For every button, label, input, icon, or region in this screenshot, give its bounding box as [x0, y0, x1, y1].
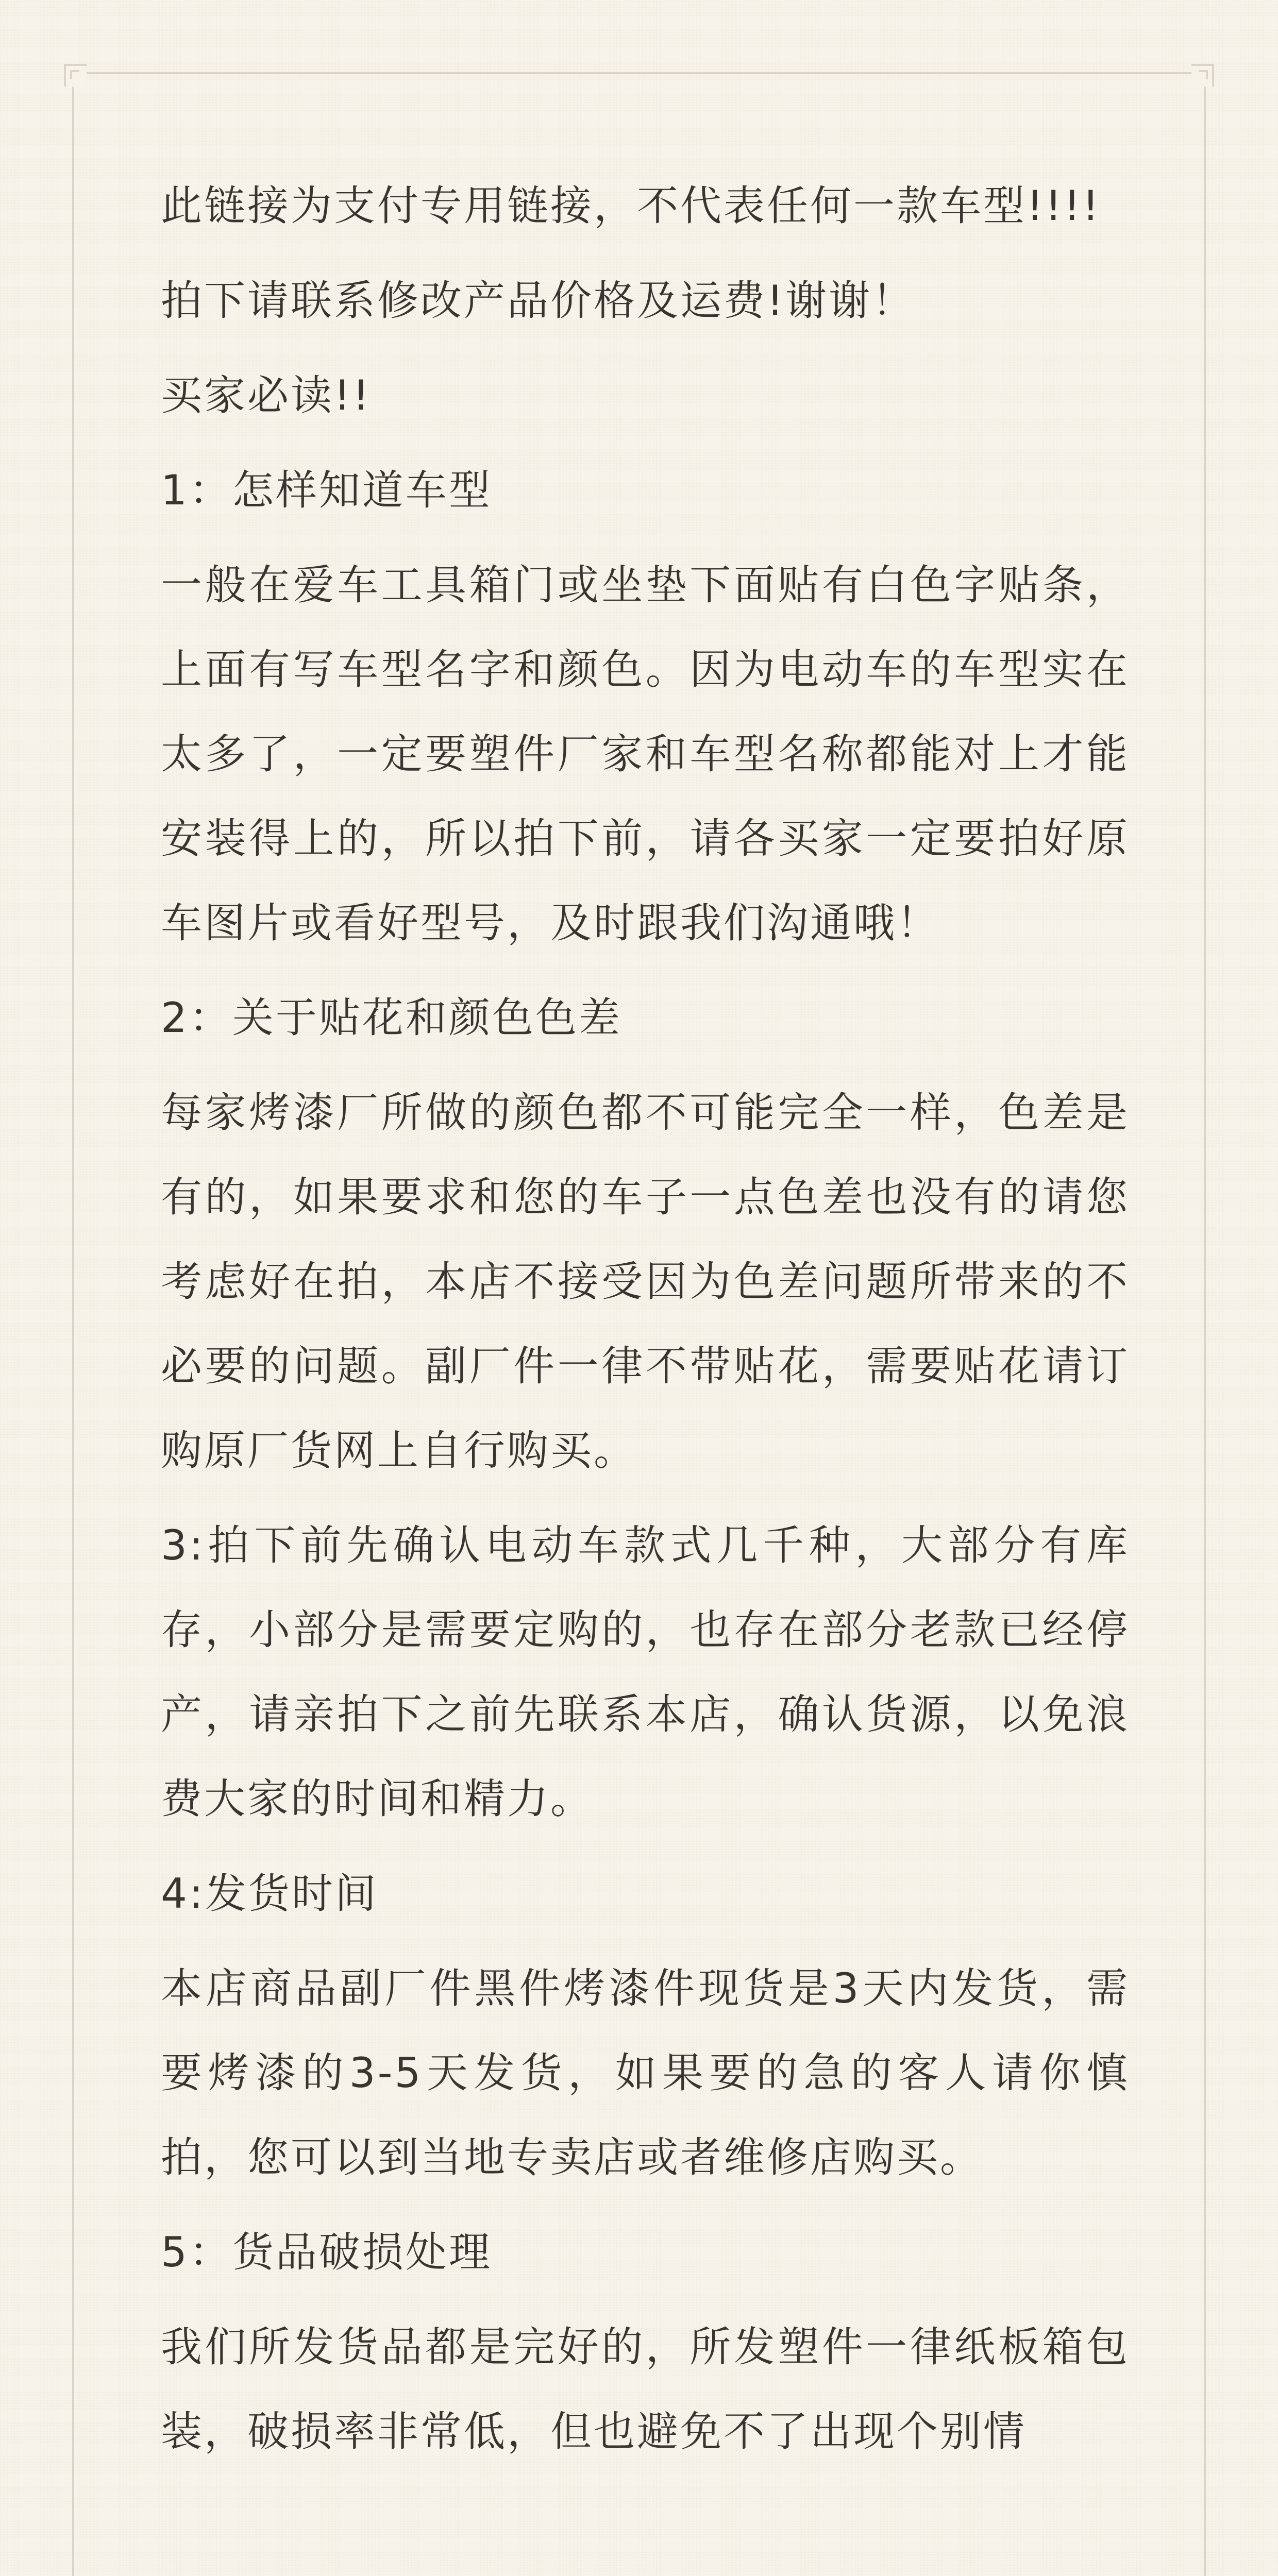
frame-corner-top-right	[1191, 64, 1214, 87]
section-body-damage-handling: 我们所发货品都是完好的，所发塑件一律纸板箱包装，破损率非常低，但也避免不了出现个别情	[161, 2323, 1130, 2455]
contact-price-notice: 拍下请联系修改产品价格及运费!谢谢！	[161, 277, 916, 325]
frame-corner-ornament	[70, 70, 79, 79]
section-body-decals-color: 每家烤漆厂所做的颜色都不可能完全一样，色差是有的，如果要求和您的车子一点色差也没有的请您考虑好在拍，本店不接受因为色差问题所带来的不必要的问题。副厂件一律不带贴花，需要贴花请订购原厂货网上自行购买。	[161, 1089, 1130, 1475]
section-heading-shipping-time: 4:发货时间	[161, 1870, 378, 1918]
frame-corner-top-left	[64, 64, 87, 87]
frame-corner-ornament	[1199, 70, 1208, 79]
section-heading-decals-color: 2：关于贴花和颜色色差	[161, 994, 622, 1042]
section-heading-damage-handling: 5：货品破损处理	[161, 2228, 492, 2276]
section-heading-car-model: 1：怎样知道车型	[161, 466, 492, 514]
section-body-car-model: 一般在爱车工具箱门或坐垫下面贴有白色字贴条，上面有写车型名字和颜色。因为电动车的车型实在太多了，一定要塑件厂家和车型名称都能对上才能安装得上的，所以拍下前，请各买家一定要拍好原车图片或看好型号，及时跟我们沟通哦！	[161, 561, 1130, 947]
section-confirm-before-order: 3:拍下前先确认电动车款式几千种，大部分有库存，小部分是需要定购的，也存在部分老款已经停产，请亲拍下之前先联系本店，确认货源，以免浪费大家的时间和精力。	[161, 1521, 1130, 1823]
buyer-must-read: 买家必读!!	[161, 371, 372, 419]
payment-link-notice: 此链接为支付专用链接，不代表任何一款车型!!!!	[161, 182, 1101, 230]
section-body-shipping-time: 本店商品副厂件黑件烤漆件现货是3天内发货，需要烤漆的3-5天发货，如果要的急的客人请你慎拍，您可以到当地专卖店或者维修店购买。	[161, 1964, 1130, 2181]
notice-content	[161, 164, 1130, 2484]
